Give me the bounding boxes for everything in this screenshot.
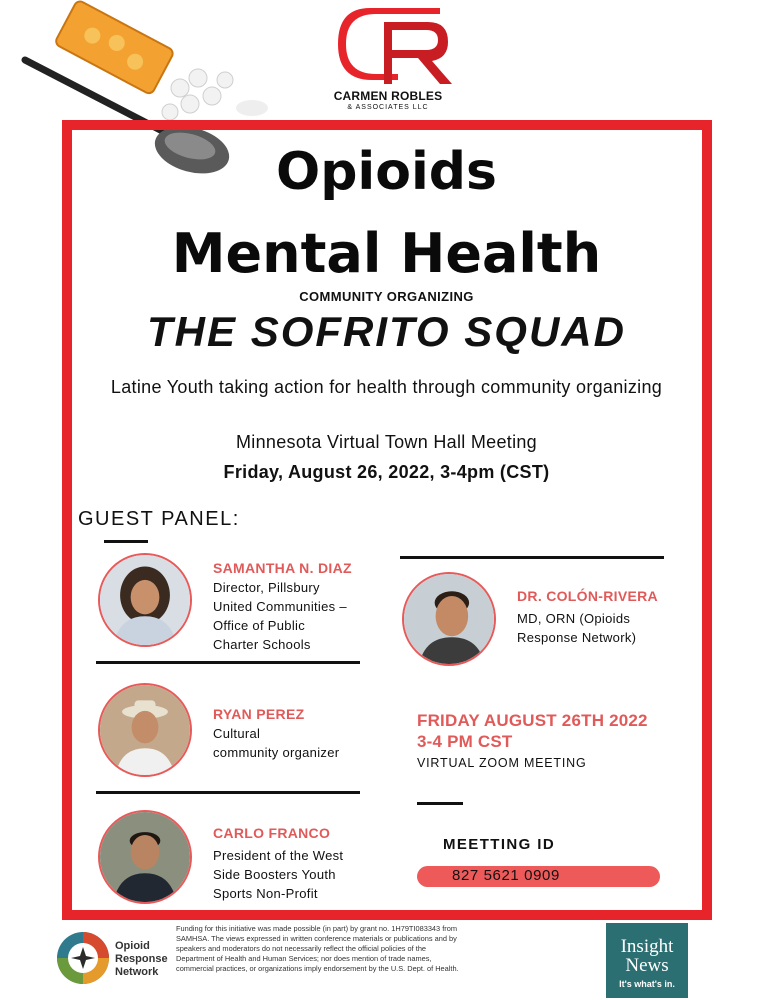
funding-disclaimer: Funding for this initiative was made possible (in part) by grant no. 1H79TI083343 from SAMHSA. The views expressed in written conference materials or publications and by speakers and moderators do not necessarily reflect the official policies of the Department of Health and Human Services; nor does mention of trade names, commercial practices, or organizations imply endorsement by the U.S. Dept. of Health. bbox=[176, 924, 459, 973]
opioid-response-network-logo bbox=[55, 930, 111, 986]
event-format: VIRTUAL ZOOM MEETING bbox=[417, 756, 587, 770]
headline-opioids: Opioids bbox=[276, 142, 497, 202]
event-date: FRIDAY AUGUST 26TH 2022 3-4 PM CST bbox=[417, 711, 648, 751]
subtitle-event-type: Minnesota Virtual Town Hall Meeting bbox=[236, 432, 537, 452]
divider bbox=[96, 791, 360, 794]
guest-description: MD, ORN (Opioids Response Network) bbox=[517, 611, 637, 645]
subtitle-description: Latine Youth taking action for health through community organizing bbox=[110, 377, 663, 397]
guest-panel-title: GUEST PANEL: bbox=[78, 508, 240, 530]
brand-subname: & ASSOCIATES LLC bbox=[347, 104, 429, 111]
headline-title: THE SOFRITO SQUAD bbox=[147, 308, 626, 355]
guest-name: SAMANTHA N. DIAZ bbox=[213, 560, 352, 576]
guest-description: Cultural community organizer bbox=[213, 726, 340, 760]
meeting-id-value: 827 5621 0909 bbox=[452, 867, 560, 884]
guest-photo-samantha bbox=[98, 553, 192, 647]
brand-name: CARMEN ROBLES bbox=[333, 89, 443, 103]
subtitle-date: Friday, August 26, 2022, 3-4pm (CST) bbox=[223, 462, 550, 482]
footer-org-name: Opioid Response Network bbox=[115, 940, 168, 978]
headline-mental-health: Mental Health bbox=[171, 222, 602, 285]
divider bbox=[96, 661, 360, 664]
guest-name: RYAN PEREZ bbox=[213, 706, 305, 722]
guest-photo-colon-rivera bbox=[402, 572, 496, 666]
guest-name: CARLO FRANCO bbox=[213, 825, 331, 841]
meeting-id-label: MEETTING ID bbox=[443, 836, 556, 853]
divider bbox=[400, 556, 664, 559]
divider bbox=[417, 802, 463, 805]
guest-description: President of the West Side Boosters Youth Sports Non-Profit bbox=[213, 848, 344, 901]
headline-kicker: COMMUNITY ORGANIZING bbox=[299, 289, 474, 304]
guest-description: Director, Pillsbury United Communities – Office of Public Charter Schools bbox=[213, 580, 347, 652]
guest-photo-ryan-perez bbox=[98, 683, 192, 777]
insight-news-logo: Insight News It's what's in. bbox=[606, 923, 688, 998]
guest-name: DR. COLÓN-RIVERA bbox=[517, 588, 658, 604]
divider bbox=[104, 540, 148, 543]
guest-photo-carlo-franco bbox=[98, 810, 192, 904]
